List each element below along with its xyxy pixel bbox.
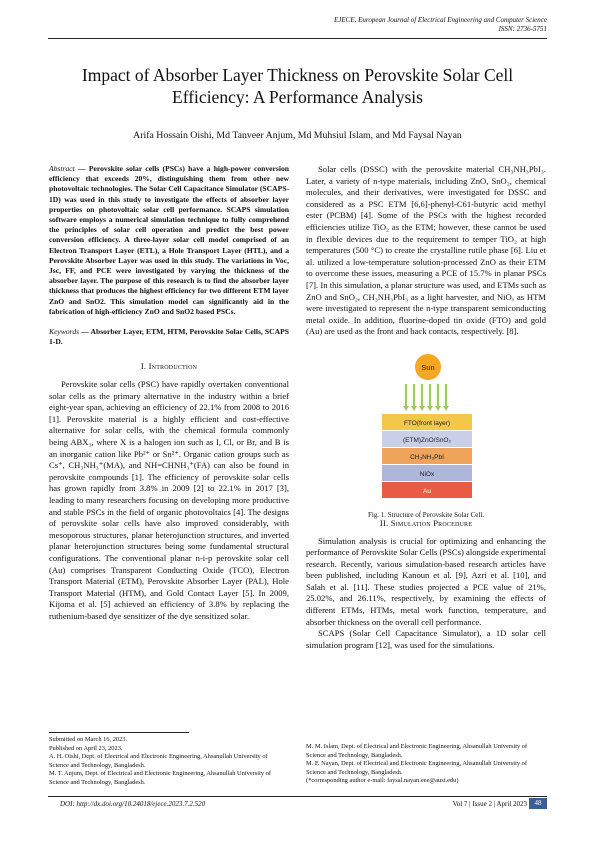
section-number: II. [379,517,389,528]
author-list: Arifa Hossain Oishi, Md Tanveer Anjum, Md Muhsiul Islam, and Md Faysal Nayan [133,130,462,141]
section-title: Simulation Procedure [390,517,473,528]
left-column [49,164,289,623]
journal-name: EJECE, European Journal of Electrical Engineering and Computer Science [334,16,547,24]
footnotes-left [49,736,289,788]
light-arrow-head [443,406,449,411]
footnote: M. F. Nayan, Dept. of Electrical and Electronic Engineering, Ahsanullah University of Science and Technology, Bangladesh. [306,760,527,776]
keywords-label: Keywords [49,327,80,337]
section-number: I. [140,361,147,372]
layer-stack [382,414,472,498]
solar-cell-diagram [306,354,546,502]
light-arrow-head [435,406,441,411]
issn: ISSN: 2736-5751 [498,25,547,33]
footnote: Submitted on March 16, 2023. [49,736,128,743]
right-column [306,164,546,651]
layer-label: (ETM)ZnO/SnO₂ [402,436,452,444]
light-arrow-head [427,406,433,411]
figure-solar-cell-structure [306,354,546,519]
keywords [49,327,289,347]
abstract [49,164,289,317]
layer-label: CH₃NH₃PbI [410,453,444,461]
figure-caption: Fig. 1. Structure of Perovskite Solar Cell. [367,510,485,519]
doi[interactable]: DOI: http://dx.doi.org/10.24018/ejece.2023.7.2.520 [60,800,206,808]
footnote: M. M. Islam, Dept. of Electrical and Electronic Engineering, Ahsanullah University of Science and Technology, Bangladesh. [306,743,528,759]
simulation-paragraph-2: SCAPS (Solar Cell Capacitance Simulator), a 1D solar cell simulation program [12], was used for the simulations. [306,628,546,650]
footer-rule [48,796,547,797]
body-paragraph: Solar cells (DSSC) with the perovskite material CH₃NH₃PbI₃. Later, a variety of n-type materials, including ZnO, SnO₂, chemical molecules, and their derivatives, were investigated for DSSC and considered as a PSC ETM [6,6]-phenyl-C61-butyric acid methyl ester (PCBM) [4]. Some of the PSCs with the highest recorded efficiencies utilize TiO₂ as the ETM; however, these cannot be used in flexible devices due to the requirement to temper TiO₂ at high temperatures (500 °C) to create the crystalline rutile phase [6]. Liu et al. utilized a low-temperature solution-processed ZnO as their ETM to overcome these issues, measuring a PCE of 15.7% in planar PSCs [7]. In this simulation, a planar structure was used, and ETMs such as ZnO and SnO₂, CH₃NH₃PbI₃ as a light harvester, and NiOₓ as HTM were investigated to represent the n-type transparent semiconducting metal oxide. In addition, fluorine-doped tin oxide (FTO) and gold (Au) are used as the front and back contacts, respectively. [8]. [306,164,546,337]
simulation-paragraph-1: Simulation analysis is crucial for optimizing and enhancing the performance of Perovskite Solar Cells (PSCs) alongside experimental research. Recently, various simulation-based research articles have been published, including Kanoun et al. [9], Azri et al. [10], and Salah et al. [11]. These studies projected a PCE value of 21%, 25.02%, and 26.11%, respectively, by examining the effects of different ETMs, HTMs, metal work function, temperature, and absorber thickness on the overall cell performance. [306,535,546,627]
page-number: 48 [529,798,547,809]
header-rule [48,38,547,39]
abstract-label: Abstract [49,164,75,173]
running-header [334,16,547,34]
paper-title: Impact of Absorber Layer Thickness on Perovskite Solar Cell Efficiency: A Performance Analysis [81,65,514,107]
volume-info: Vol 7 | Issue 2 | April 2023 [452,800,527,808]
intro-paragraph: Perovskite solar cells (PSC) have rapidly overtaken conventional solar cells as the primary alternative in the industry within a brief eight-year span, achieving an efficiency of 22.1% from 2008 to 2016 [1]. Perovskite material is a highly efficient and cost-effective alternative for solar cells, with the chemical formula commonly being ABX₃, where X is a halogen ion such as I, Cl, or Br, and B is an inorganic cation like Pb²⁺ or Sn²⁺. Organic cation groups such as Cs⁺, CH₃NH₃⁺(MA), and NH=CHNH₃⁺(FA) can also be found in perovskite compounds [1]. The efficiency of perovskite solar cells has grown rapidly from 3.8% in 2009 [2] to 22.1% in 2017 [3], leading to many researchers focusing on developing more productive and stable PSCs in the field of organic photovoltaics [4]. The designs of perovskite solar cells have also improved considerably, with mesoporous structures, planar heterojunction structures, and inverted planar heterojunction structures being some fundamental structural configurations. The conventional planar n-i-p perovskite solar cell (Au) comprises Transparent Conducting Oxide (TCO), Electron Transport Material (ETM), Perovskite Absorber Layer (PAL), Hole Transport Material (HTM), and Gold Contact Layer [5]. In 2009, Kijoma et al. [5] achieved an efficiency of 3.8% by replacing the ruthenium-based dye sensitizer of the dye sensitized solar. [49,379,289,621]
footnote: Published on April 23, 2023. [49,744,123,752]
section-title: Introduction [148,361,198,372]
footnotes-right [306,743,546,786]
light-arrow-head [403,406,409,411]
section-heading-introduction [49,361,289,373]
footnote: (*corresponding author e-mail: faysal.nayan.eee@aust.edu) [306,777,459,785]
abstract-text: — Perovskite solar cells (PSCs) have a high-power conversion efficiency that exceeds 20%, distinguishing them from other new photovoltaic technologies. The Solar Cell Capacitance Simulator (SCAPS-1D) was used in this study to investigate the effects of absorber layer properties on photovoltaic solar cell performance. SCAPS simulation software employs a numerical simulation technique to fully comprehend the principles of solar cell operation and predict the best power conversion efficiency. A three-layer solar cell model comprised of an Electron Transport Layer (ETL), a Hole Transport Layer (HTL), and a Perovskite Absorber Layer was used in this study. The variations in Voc, Jsc, FF, and PCE were investigated by varying the thickness of the absorber layer. The purpose of this research is to find the absorber layer thickness that produces the highest efficiency for two different ETM layer ZnO and SnO2. This simulation model can significantly aid in the fabrication of high-efficiency ZnO and SnO2 based PSCs. [49,164,289,316]
layer-label: FTO(front layer) [403,419,451,427]
layer-label: Au [423,487,431,495]
light-arrows [403,384,449,411]
footnote: M. T. Anjum, Dept. of Electrical and Electronic Engineering, Ahsanullah University of Science and Technology, Bangladesh. [49,770,271,786]
keywords-text: — Absorber Layer, ETM, HTM, Perovskite Solar Cells, SCAPS 1-D. [49,327,289,347]
light-arrow-head [411,406,417,411]
light-arrow-head [419,406,425,411]
sun-label: Sun [421,362,435,372]
footnote: A. H. Oishi, Dept. of Electrical and Electronic Engineering, Ahsanullah University of Science and Technology, Bangladesh. [49,753,268,769]
footnote-rule [49,732,189,733]
layer-label: NiOx [419,470,435,478]
